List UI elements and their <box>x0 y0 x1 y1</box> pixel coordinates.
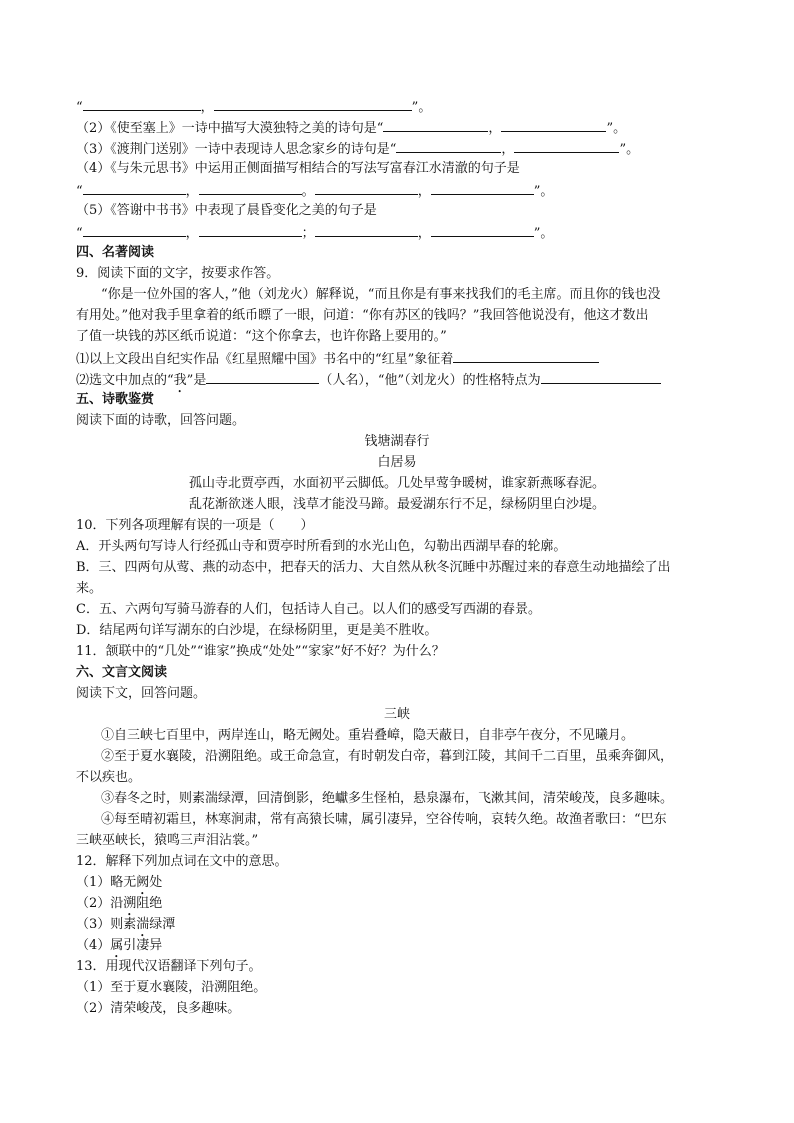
section5-intro: 阅读下面的诗歌，回答问题。 <box>76 413 246 428</box>
q9-sub1: ⑴以上文段出自纪实作品《红星照耀中国》书名中的“红星”象征着 <box>76 350 599 368</box>
q2-line: （2）《使至塞上》一诗中描写大漠独特之美的诗句是“ ， ”。 <box>76 121 627 136</box>
q12-item: （2）沿溯阻绝 <box>76 896 163 911</box>
answer-blank[interactable] <box>396 140 501 153</box>
section5-heading: 五、诗歌鉴赏 <box>76 392 155 407</box>
q13-item: （1）至于夏水襄陵，沿溯阻绝。 <box>76 980 267 995</box>
poem-title: 钱塘湖春行 <box>364 434 430 449</box>
answer-blank[interactable] <box>199 182 302 195</box>
passage-line: 有用处。”他对我手里拿着的纸币瞟了一眼，问道：“你有苏区的钱吗？”我回答他说没有，他这才数出 <box>76 308 649 323</box>
q11-prompt: 11．颔联中的“几处”“谁家”换成“处处”“家家”好不好？为什么？ <box>76 644 445 659</box>
answer-blank[interactable] <box>83 98 201 111</box>
answer-blank[interactable] <box>514 140 619 153</box>
poem-line: 乱花渐欲迷人眼，浅草才能没马蹄。最爱湖东行不足，绿杨阴里白沙堤。 <box>188 497 605 512</box>
answer-blank[interactable] <box>541 371 661 384</box>
q9-prompt: 9．阅读下面的文字，按要求作答。 <box>76 266 280 281</box>
option-a[interactable]: A．开头两句写诗人行经孤山寺和贾亭时所看到的水光山色，勾勒出西湖早春的轮廓。 <box>76 539 567 554</box>
answer-blank[interactable] <box>453 350 599 363</box>
option-d[interactable]: D．结尾两句详写湖东的白沙堤，在绿杨阴里，更是美不胜收。 <box>76 623 438 638</box>
essay-paragraph: ④每至晴初霜旦，林寒涧肃，常有高猿长啸，属引凄异，空谷传响，哀转久绝。故渔者歌曰：“巴东 <box>101 812 667 827</box>
q5-answer-line: “ ， ； ， ”。 <box>76 226 554 241</box>
option-c[interactable]: C．五、六两句写骑马游春的人们，包括诗人自己。以人们的感受写西湖的春景。 <box>76 602 541 617</box>
answer-blank[interactable] <box>199 224 302 237</box>
q12-prompt: 12．解释下列加点词在文中的意思。 <box>76 854 288 869</box>
poem-line: 孤山寺北贾亭西，水面初平云脚低。几处早莺争暖树，谁家新燕啄春泥。 <box>188 476 605 491</box>
q5-line: （5）《答谢中书书》中表现了晨昏变化之美的句子是 <box>76 203 377 218</box>
option-b-cont: 来。 <box>76 581 103 596</box>
answer-blank[interactable] <box>431 182 534 195</box>
q4-line: （4）《与朱元思书》中运用正侧面描写相结合的写法写富春江水清澈的句子是 <box>76 161 520 176</box>
answer-blank[interactable] <box>214 98 412 111</box>
answer-blank[interactable] <box>501 119 606 132</box>
poem-author: 白居易 <box>377 455 417 470</box>
answer-blank[interactable] <box>315 224 418 237</box>
q9-sub2: ⑵选文中加点的“我”是 （人名），“他”（刘龙火）的性格特点为 <box>76 371 661 396</box>
essay-paragraph: ③春冬之时，则素湍绿潭，回清倒影，绝巘多生怪柏，悬泉瀑布，飞漱其间，清荣峻茂，良多趣味。 <box>101 791 674 806</box>
answer-blank[interactable] <box>315 182 418 195</box>
section6-intro: 阅读下文，回答问题。 <box>76 686 207 701</box>
essay-paragraph: ②至于夏水襄陵，沿溯阻绝。或王命急宣，有时朝发白帝，暮到江陵，其间千二百里，虽乘奔御风， <box>101 749 674 764</box>
answer-blank[interactable] <box>206 371 319 384</box>
q1-answer-line: “ ， ”。 <box>76 100 432 115</box>
q13-prompt: 13．用现代汉语翻译下列句子。 <box>76 959 262 974</box>
q3-line: （3）《渡荆门送别》一诗中表现诗人思念家乡的诗句是“ ， ”。 <box>76 142 640 157</box>
answer-blank[interactable] <box>83 182 186 195</box>
q4-answer-line: “ ， 。 ， ”。 <box>76 184 554 199</box>
q10-prompt: 10．下列各项理解有误的一项是（ ） <box>76 518 314 533</box>
q12-item: （3）则素湍绿潭 <box>76 917 176 932</box>
passage-line: “你是一位外国的客人，”他（刘龙火）解释说，“而且你是有事来找我们的毛主席。而且你的钱也没 <box>101 287 661 302</box>
essay-title: 三峡 <box>383 707 410 722</box>
essay-paragraph-cont: 三峡巫峡长，猿鸣三声泪沾裳。” <box>76 833 259 848</box>
answer-blank[interactable] <box>383 119 488 132</box>
section6-heading: 六、文言文阅读 <box>76 665 168 680</box>
essay-paragraph: ①自三峡七百里中，两岸连山，略无阙处。重岩叠嶂，隐天蔽日，自非亭午夜分，不见曦月。 <box>101 728 635 743</box>
q12-item: （1）略无阙处 <box>76 875 163 890</box>
answer-blank[interactable] <box>431 224 534 237</box>
essay-paragraph-cont: 不以疾也。 <box>76 770 142 785</box>
q13-item: （2）清荣峻茂，良多趣味。 <box>76 1001 241 1016</box>
q12-item: （4）属引凄异 <box>76 938 163 953</box>
answer-blank[interactable] <box>83 224 186 237</box>
passage-line: 了值一块钱的苏区纸币说道：“这个你拿去，也许你路上要用的。” <box>76 329 447 344</box>
section4-heading: 四、名著阅读 <box>76 245 155 260</box>
option-b[interactable]: B．三、四两句从莺、燕的动态中，把春天的活力、大自然从秋冬沉睡中苏醒过来的春意生动地描绘了出 <box>76 560 671 575</box>
